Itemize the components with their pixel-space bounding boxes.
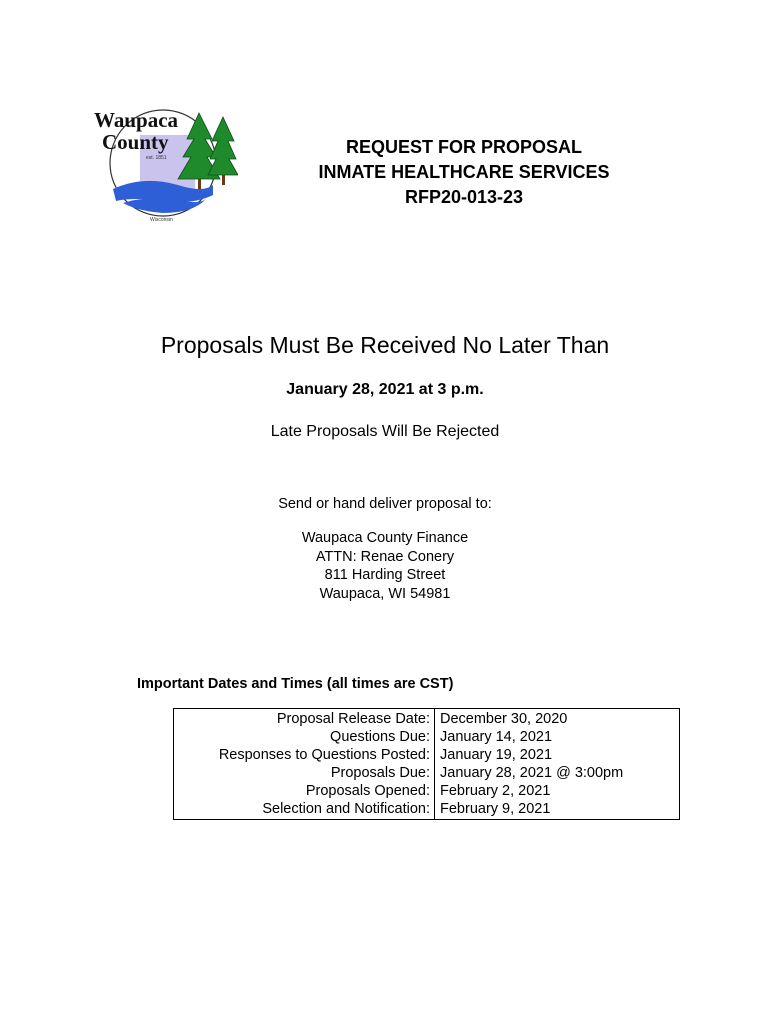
- logo-text-waupaca: Waupaca: [94, 108, 179, 132]
- table-row: [174, 800, 680, 820]
- schedule-value: February 2, 2021: [440, 783, 551, 799]
- logo-text-county: County: [102, 130, 169, 154]
- schedule-value: December 30, 2020: [440, 711, 568, 727]
- county-seal-graphic: [88, 105, 238, 223]
- table-row: [174, 782, 680, 800]
- schedule-label: Questions Due:: [174, 728, 435, 746]
- county-logo: [88, 105, 238, 223]
- address-line: ATTN: Renae Conery: [315, 548, 455, 565]
- deadline-date: January 28, 2021 at 3 p.m.: [286, 381, 484, 398]
- schedule-heading: Important Dates and Times (all times are CST): [137, 676, 454, 692]
- document-title: [230, 135, 698, 210]
- schedule-value: January 14, 2021: [440, 729, 553, 745]
- schedule-value: January 28, 2021 @ 3:00pm: [440, 765, 624, 781]
- table-row: [174, 728, 680, 746]
- schedule-label: Proposal Release Date:: [174, 709, 435, 729]
- deadline-headline: Proposals Must Be Received No Later Than: [160, 332, 610, 358]
- logo-text-state: Wisconsin: [150, 217, 173, 223]
- address-line: Waupaca, WI 54981: [319, 585, 451, 602]
- address-line: 811 Harding Street: [324, 567, 446, 583]
- schedule-label: Selection and Notification:: [174, 800, 435, 820]
- schedule-table: [173, 708, 680, 820]
- schedule-value: February 9, 2021: [440, 801, 551, 817]
- title-line-3: RFP20-013-23: [404, 187, 524, 207]
- delivery-address: [0, 529, 770, 603]
- title-line-2: INMATE HEALTHCARE SERVICES: [318, 162, 610, 182]
- table-row: [174, 746, 680, 764]
- address-line: Waupaca County Finance: [301, 530, 469, 546]
- schedule-label: Proposals Due:: [174, 764, 435, 782]
- logo-text-est: est. 1851: [146, 155, 167, 161]
- schedule-label: Proposals Opened:: [174, 782, 435, 800]
- schedule-value: January 19, 2021: [440, 747, 553, 763]
- schedule-label: Responses to Questions Posted:: [174, 746, 435, 764]
- table-row: [174, 764, 680, 782]
- table-row: [174, 709, 680, 729]
- title-line-1: REQUEST FOR PROPOSAL: [345, 137, 583, 157]
- late-warning: Late Proposals Will Be Rejected: [270, 423, 500, 440]
- delivery-intro: Send or hand deliver proposal to:: [278, 496, 492, 512]
